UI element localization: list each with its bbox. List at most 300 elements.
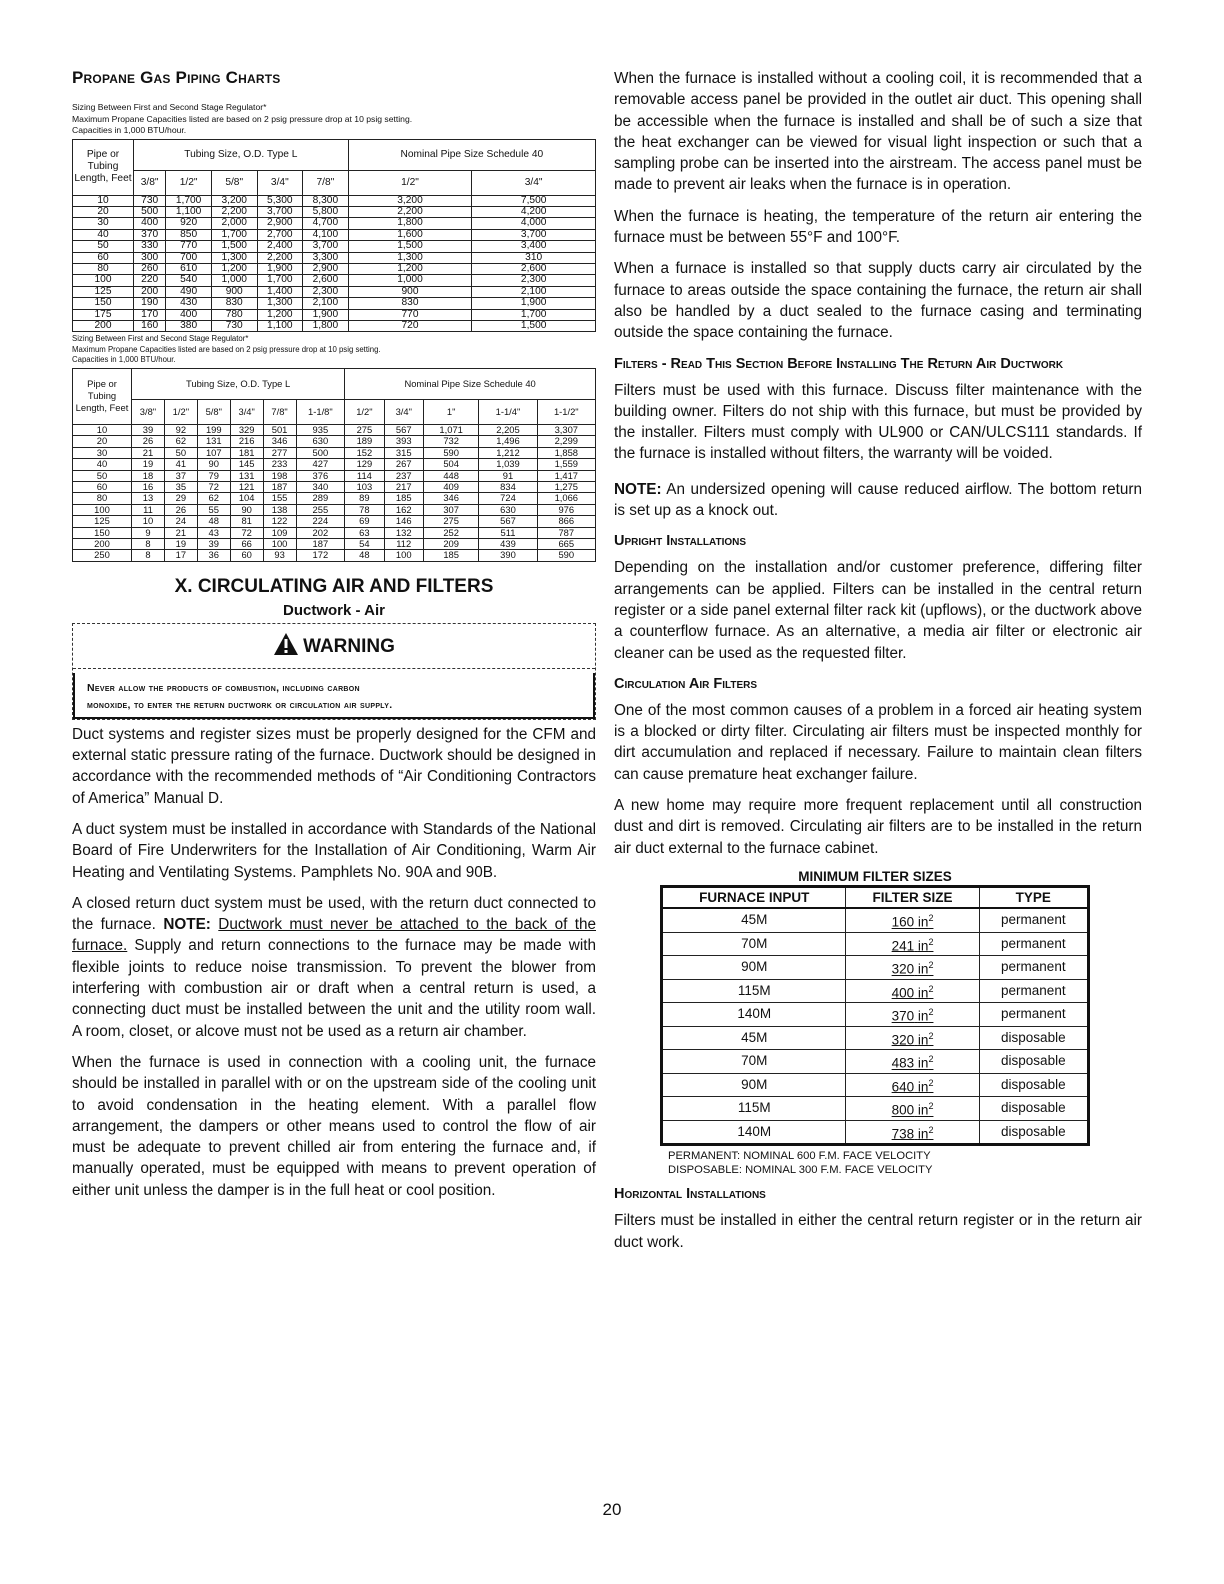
capacity-cell: 202	[296, 527, 345, 538]
type-header: TYPE	[979, 886, 1088, 908]
capacity-cell: 4,700	[303, 218, 349, 229]
table-row	[662, 956, 1089, 980]
warning-text	[73, 673, 595, 719]
capacity-cell: 700	[166, 252, 212, 263]
capacity-cell: 787	[537, 527, 595, 538]
capacity-cell: 62	[197, 493, 230, 504]
capacity-cell: 330	[134, 241, 166, 252]
capacity-cell: 93	[263, 550, 296, 561]
filter-size-value: 370	[891, 1008, 915, 1024]
capacity-cell: 63	[345, 527, 384, 538]
tubing-size-header: 7/8"	[303, 170, 349, 195]
capacity-cell: 511	[479, 527, 537, 538]
tubing-size-header: 3/4"	[257, 170, 303, 195]
table-row	[73, 516, 596, 527]
capacity-cell: 610	[166, 263, 212, 274]
table-row	[662, 932, 1089, 956]
capacity-cell: 900	[211, 286, 257, 297]
note-label: NOTE:	[163, 916, 211, 934]
capacity-cell: 100	[384, 550, 423, 561]
capacity-cell: 3,300	[303, 252, 349, 263]
capacity-cell: 220	[134, 275, 166, 286]
table-row	[73, 252, 596, 263]
tubing-group-header: Tubing Size, O.D. Type L	[134, 139, 349, 170]
capacity-cell: 190	[134, 298, 166, 309]
capacity-cell: 1,300	[257, 298, 303, 309]
standards-paragraph: A duct system must be installed in accordance with Standards of the National Board of Fire Underwriters for the Installation of Air Conditioning, Warm Air Heating and Ventilating Systems. Pamphlets No. 90A and 90B.	[72, 820, 596, 881]
capacity-cell: 1,100	[257, 320, 303, 331]
capacity-cell: 500	[134, 206, 166, 217]
capacity-cell: 1,071	[423, 424, 478, 435]
filter-type-cell: disposable	[979, 1097, 1088, 1121]
capacity-cell: 2,200	[348, 206, 472, 217]
capacity-cell: 1,559	[537, 459, 595, 470]
capacity-cell: 29	[164, 493, 197, 504]
capacity-cell: 448	[423, 470, 478, 481]
table-row	[662, 1120, 1089, 1145]
filters-heading: Filters - Read This Section Before Installing The Return Air Ductwork	[614, 355, 1064, 372]
capacity-cell: 307	[423, 504, 478, 515]
capacity-cell: 732	[423, 436, 478, 447]
unit-exponent: 2	[928, 936, 934, 947]
filter-type-cell: disposable	[979, 1050, 1088, 1074]
capacity-cell: 2,300	[303, 286, 349, 297]
capacity-cell: 1,700	[166, 195, 212, 206]
capacity-cell: 9	[132, 527, 165, 538]
capacity-cell: 50	[164, 447, 197, 458]
capacity-cell: 346	[423, 493, 478, 504]
capacity-cell: 10	[132, 516, 165, 527]
furnace-input-header: FURNACE INPUT	[662, 886, 846, 908]
horizontal-heading: Horizontal Installations	[614, 1186, 766, 1203]
capacity-cell: 132	[384, 527, 423, 538]
filter-size-cell	[846, 1003, 979, 1027]
capacity-cell: 850	[166, 229, 212, 240]
note-text: An undersized opening will cause reduced airflow. The bottom return is set up as a knock out.	[614, 480, 1142, 520]
table-row	[73, 481, 596, 492]
pipe-size-header: 1-1/4"	[479, 399, 537, 424]
filter-type-cell: permanent	[979, 979, 1088, 1003]
capacity-cell: 1,200	[211, 263, 257, 274]
capacity-cell: 500	[296, 447, 345, 458]
table1-note: Maximum Propane Capacities listed are based on 2 psig pressure drop at 10 psig setting.	[72, 113, 413, 124]
capacity-cell: 100	[263, 538, 296, 549]
capacity-cell: 5,800	[303, 206, 349, 217]
capacity-cell: 920	[166, 218, 212, 229]
capacity-cell: 3,200	[211, 195, 257, 206]
capacity-cell: 1,700	[211, 229, 257, 240]
furnace-input-cell: 45M	[662, 1026, 846, 1050]
supply-ducts-paragraph: When a furnace is installed so that supply ducts carry air circulated by the furnace to areas outside the space containing the furnace, the return air shall also be handled by a duct sealed to the furnace casing and terminating outside the space containing the furnace.	[614, 260, 1142, 342]
table-row	[73, 241, 596, 252]
capacity-cell: 720	[348, 320, 472, 331]
capacity-cell: 35	[164, 481, 197, 492]
filter-size-unit: in	[917, 914, 929, 930]
filter-note: DISPOSABLE: NOMINAL 300 F.M. FACE VELOCITY	[668, 1164, 933, 1177]
filter-size-value: 320	[891, 1032, 915, 1048]
length-cell: 200	[73, 320, 134, 331]
capacity-cell: 439	[479, 538, 537, 549]
capacity-cell: 1,000	[211, 275, 257, 286]
capacity-cell: 199	[197, 424, 230, 435]
capacity-cell: 185	[423, 550, 478, 561]
capacity-cell: 129	[345, 459, 384, 470]
page-number: 20	[602, 1500, 622, 1519]
warning-triangle-icon	[273, 632, 299, 662]
capacity-cell: 590	[423, 447, 478, 458]
length-cell: 125	[73, 286, 134, 297]
capacity-cell: 48	[197, 516, 230, 527]
capacity-cell: 2,100	[472, 286, 596, 297]
table-row	[73, 459, 596, 470]
unit-exponent: 2	[928, 1007, 934, 1018]
capacity-cell: 2,900	[257, 218, 303, 229]
table-row	[73, 195, 596, 206]
capacity-cell: 2,205	[479, 424, 537, 435]
table1-note: Sizing Between First and Second Stage Regulator*	[72, 102, 267, 112]
capacity-cell: 198	[263, 470, 296, 481]
capacity-cell: 224	[296, 516, 345, 527]
paragraph-text: A closed return duct system must be used, with the return duct connected to the furnace.	[72, 894, 596, 934]
capacity-cell: 2,700	[257, 229, 303, 240]
furnace-input-cell: 115M	[662, 1097, 846, 1121]
capacity-cell: 4,100	[303, 229, 349, 240]
tubing-size-header: 1/2"	[164, 399, 197, 424]
capacity-cell: 13	[132, 493, 165, 504]
capacity-cell: 340	[296, 481, 345, 492]
capacity-cell: 770	[348, 309, 472, 320]
capacity-cell: 1,700	[472, 309, 596, 320]
capacity-cell: 1,200	[257, 309, 303, 320]
table-row	[73, 550, 596, 561]
capacity-cell: 275	[345, 424, 384, 435]
capacity-cell: 2,200	[257, 252, 303, 263]
tubing-size-header: 7/8"	[263, 399, 296, 424]
propane-heading: Propane Gas Piping Charts	[72, 68, 281, 87]
table-row	[662, 1003, 1089, 1027]
length-cell: 200	[73, 538, 132, 549]
tubing-size-header: 5/8"	[197, 399, 230, 424]
filter-table-title: MINIMUM FILTER SIZES	[798, 868, 952, 884]
table-row	[73, 309, 596, 320]
upright-paragraph: Depending on the installation and/or customer preference, differing filter arrangements can be applied. Filters can be installed in the central return register or a side panel external filter rack kit (upflows), or the ductwork above a counterflow furnace. As an alternative, a media air filter or electronic air cleaner can be used as the requested filter.	[614, 559, 1142, 662]
capacity-cell: 200	[134, 286, 166, 297]
capacity-cell: 540	[166, 275, 212, 286]
capacity-cell: 187	[296, 538, 345, 549]
tubing-size-header: 3/8"	[134, 170, 166, 195]
capacity-cell: 91	[479, 470, 537, 481]
underlined-note: Ductwork must never be attached to the back of the furnace.	[72, 916, 596, 955]
capacity-cell: 665	[537, 538, 595, 549]
length-cell: 40	[73, 229, 134, 240]
table-row	[73, 436, 596, 447]
capacity-cell: 187	[263, 481, 296, 492]
capacity-cell: 16	[132, 481, 165, 492]
filter-size-unit: in	[917, 1126, 929, 1142]
table-row	[73, 320, 596, 331]
capacity-cell: 209	[423, 538, 478, 549]
paragraph-text: Supply and return connections to the furnace may be made with flexible joints to reduce noise transmission. To prevent the blower from interfering with combustion air or draft when a central return is used, a connecting duct must be installed between the unit and the utility room wall. A room, closet, or alcove must not be used as a return air chamber.	[72, 937, 596, 1040]
filter-type-cell: permanent	[979, 956, 1088, 980]
unit-exponent: 2	[928, 1101, 934, 1112]
capacity-cell: 1,500	[211, 241, 257, 252]
capacity-cell: 172	[296, 550, 345, 561]
capacity-cell: 277	[263, 447, 296, 458]
filter-size-cell	[846, 1050, 979, 1074]
capacity-cell: 145	[230, 459, 263, 470]
capacity-cell: 267	[384, 459, 423, 470]
pipe-size-header: 1"	[423, 399, 478, 424]
capacity-cell: 107	[197, 447, 230, 458]
table-row	[73, 527, 596, 538]
capacity-cell: 1,858	[537, 447, 595, 458]
capacity-cell: 24	[164, 516, 197, 527]
table-row	[73, 229, 596, 240]
capacity-cell: 131	[230, 470, 263, 481]
capacity-cell: 1,600	[348, 229, 472, 240]
warning-line: monoxide, to enter the return ductwork or circulation air supply.	[87, 698, 393, 711]
filter-type-cell: permanent	[979, 1003, 1088, 1027]
filter-size-cell	[846, 1026, 979, 1050]
left-column	[72, 68, 596, 1211]
circulation-heading: Circulation Air Filters	[614, 675, 758, 692]
capacity-cell: 39	[197, 538, 230, 549]
capacity-cell: 7,500	[472, 195, 596, 206]
furnace-input-cell: 140M	[662, 1003, 846, 1027]
capacity-cell: 2,400	[257, 241, 303, 252]
warning-line: Never allow the products of combustion, including carbon	[87, 681, 360, 694]
capacity-cell: 567	[384, 424, 423, 435]
capacity-cell: 69	[345, 516, 384, 527]
capacity-cell: 72	[230, 527, 263, 538]
capacity-cell: 1,066	[537, 493, 595, 504]
capacity-cell: 2,299	[537, 436, 595, 447]
capacity-cell: 189	[345, 436, 384, 447]
capacity-cell: 39	[132, 424, 165, 435]
filter-type-cell: disposable	[979, 1026, 1088, 1050]
pipe-size-header: 1-1/2"	[537, 399, 595, 424]
capacity-cell: 1,000	[348, 275, 472, 286]
filter-size-value: 400	[891, 985, 915, 1001]
capacity-cell: 121	[230, 481, 263, 492]
length-cell: 30	[73, 218, 134, 229]
table-row	[662, 908, 1089, 932]
length-header: Pipe or Tubing Length, Feet	[73, 368, 132, 424]
tubing-size-header: 1-1/8"	[296, 399, 345, 424]
capacity-cell: 21	[164, 527, 197, 538]
capacity-cell: 233	[263, 459, 296, 470]
length-cell: 150	[73, 298, 134, 309]
cooling-unit-paragraph: When the furnace is used in connection with a cooling unit, the furnace should be installed in parallel with or on the upstream side of the cooling unit to avoid condensation in the heating element. With a parallel flow arrangement, the dampers or other means used to control the flow of air must be adequate to prevent chilled air from entering the furnace and, if manually operated, must be equipped with means to prevent operation of either unit unless the damper is in the full heat or cool position.	[72, 1053, 596, 1199]
length-cell: 40	[73, 459, 132, 470]
subsection-title: Ductwork - Air	[283, 601, 385, 619]
circulation-paragraph-2: A new home may require more frequent replacement until all construction dust and dirt is removed. Circulating air filters are to be installed in the return air duct external to the furnace cabinet.	[614, 797, 1142, 857]
capacity-cell: 830	[348, 298, 472, 309]
table-row	[73, 424, 596, 435]
filter-type-cell: disposable	[979, 1073, 1088, 1097]
unit-exponent: 2	[928, 913, 934, 924]
horizontal-paragraph: Filters must be installed in either the central return register or in the return air duct work.	[614, 1212, 1142, 1251]
capacity-cell: 138	[263, 504, 296, 515]
table2-note: Capacities in 1,000 BTU/hour.	[72, 355, 176, 365]
capacity-cell: 329	[230, 424, 263, 435]
table1-note: Capacities in 1,000 BTU/hour.	[72, 125, 187, 135]
pipe-size-header: 3/4"	[384, 399, 423, 424]
capacity-cell: 217	[384, 481, 423, 492]
capacity-cell: 19	[164, 538, 197, 549]
capacity-cell: 501	[263, 424, 296, 435]
length-cell: 80	[73, 493, 132, 504]
capacity-cell: 504	[423, 459, 478, 470]
capacity-cell: 376	[296, 470, 345, 481]
filter-size-unit: in	[917, 1055, 929, 1071]
undersized-note	[614, 479, 1142, 522]
filter-size-value: 800	[891, 1102, 915, 1118]
capacity-cell: 935	[296, 424, 345, 435]
capacity-cell: 72	[197, 481, 230, 492]
capacity-cell: 109	[263, 527, 296, 538]
capacity-cell: 48	[345, 550, 384, 561]
capacity-cell: 90	[197, 459, 230, 470]
capacity-cell: 409	[423, 481, 478, 492]
capacity-cell: 92	[164, 424, 197, 435]
length-cell: 60	[73, 481, 132, 492]
table-row	[73, 286, 596, 297]
capacity-cell: 1,417	[537, 470, 595, 481]
capacity-cell: 2,000	[211, 218, 257, 229]
tubing-size-header: 3/8"	[132, 399, 165, 424]
length-cell: 125	[73, 516, 132, 527]
filter-size-unit: in	[917, 1102, 929, 1118]
capacity-cell: 2,100	[303, 298, 349, 309]
capacity-cell: 1,300	[211, 252, 257, 263]
table-row	[73, 538, 596, 549]
capacity-cell: 1,800	[303, 320, 349, 331]
length-header: Pipe or Tubing Length, Feet	[73, 139, 134, 195]
capacity-cell: 1,500	[348, 241, 472, 252]
capacity-cell: 170	[134, 309, 166, 320]
right-column	[614, 68, 1142, 1263]
filter-size-unit: in	[917, 1032, 929, 1048]
capacity-cell: 5,300	[257, 195, 303, 206]
capacity-cell: 1,900	[257, 263, 303, 274]
table-row	[662, 1026, 1089, 1050]
capacity-cell: 1,900	[303, 309, 349, 320]
table-row	[73, 493, 596, 504]
furnace-input-cell: 45M	[662, 908, 846, 932]
table-row	[73, 470, 596, 481]
capacity-cell: 834	[479, 481, 537, 492]
capacity-cell: 866	[537, 516, 595, 527]
unit-exponent: 2	[928, 983, 934, 994]
filter-size-table	[660, 885, 1090, 1146]
table-row	[73, 275, 596, 286]
capacity-cell: 2,900	[303, 263, 349, 274]
unit-exponent: 2	[928, 960, 934, 971]
filter-size-unit: in	[917, 985, 929, 1001]
capacity-cell: 427	[296, 459, 345, 470]
length-cell: 60	[73, 252, 134, 263]
capacity-cell: 3,400	[472, 241, 596, 252]
tubing-size-header: 3/4"	[230, 399, 263, 424]
filter-size-cell	[846, 979, 979, 1003]
filter-type-cell: permanent	[979, 932, 1088, 956]
capacity-cell: 19	[132, 459, 165, 470]
filter-size-value: 640	[891, 1079, 915, 1095]
capacity-cell: 160	[134, 320, 166, 331]
length-cell: 50	[73, 470, 132, 481]
length-cell: 80	[73, 263, 134, 274]
filter-size-cell	[846, 1073, 979, 1097]
warning-header	[73, 624, 595, 669]
table-row	[662, 979, 1089, 1003]
capacity-cell: 122	[263, 516, 296, 527]
capacity-cell: 216	[230, 436, 263, 447]
filter-size-value: 160	[891, 914, 915, 930]
capacity-cell: 400	[134, 218, 166, 229]
capacity-cell: 112	[384, 538, 423, 549]
length-cell: 20	[73, 436, 132, 447]
capacity-cell: 380	[166, 320, 212, 331]
capacity-cell: 730	[211, 320, 257, 331]
capacity-cell: 78	[345, 504, 384, 515]
capacity-cell: 2,600	[472, 263, 596, 274]
length-cell: 250	[73, 550, 132, 561]
capacity-cell: 900	[348, 286, 472, 297]
capacity-cell: 3,700	[303, 241, 349, 252]
capacity-cell: 2,200	[211, 206, 257, 217]
capacity-cell: 275	[423, 516, 478, 527]
filter-note: PERMANENT: NOMINAL 600 F.M. FACE VELOCITY	[668, 1150, 931, 1163]
length-cell: 150	[73, 527, 132, 538]
capacity-cell: 393	[384, 436, 423, 447]
pipe-size-header: 1/2"	[345, 399, 384, 424]
capacity-cell: 730	[134, 195, 166, 206]
capacity-cell: 724	[479, 493, 537, 504]
capacity-cell: 310	[472, 252, 596, 263]
table-row	[73, 206, 596, 217]
table-row	[662, 1073, 1089, 1097]
furnace-input-cell: 140M	[662, 1120, 846, 1145]
filter-size-unit: in	[917, 1008, 929, 1024]
table-row	[73, 504, 596, 515]
pipe-size-header: 3/4"	[472, 170, 596, 195]
capacity-cell: 590	[537, 550, 595, 561]
capacity-cell: 630	[296, 436, 345, 447]
unit-exponent: 2	[928, 1030, 934, 1041]
capacity-cell: 1,900	[472, 298, 596, 309]
length-cell: 175	[73, 309, 134, 320]
capacity-cell: 1,100	[166, 206, 212, 217]
capacity-cell: 1,700	[257, 275, 303, 286]
table2-notes	[72, 334, 596, 366]
capacity-cell: 1,039	[479, 459, 537, 470]
filter-size-cell	[846, 956, 979, 980]
filter-size-value: 483	[891, 1055, 915, 1071]
length-cell: 10	[73, 195, 134, 206]
capacity-cell: 4,000	[472, 218, 596, 229]
furnace-input-cell: 115M	[662, 979, 846, 1003]
capacity-cell: 1,400	[257, 286, 303, 297]
capacity-cell: 181	[230, 447, 263, 458]
capacity-cell: 11	[132, 504, 165, 515]
pipe-group-header: Nominal Pipe Size Schedule 40	[345, 368, 596, 399]
closed-return-paragraph	[72, 893, 596, 1042]
unit-exponent: 2	[928, 1054, 934, 1065]
pipe-size-header: 1/2"	[348, 170, 472, 195]
capacity-cell: 567	[479, 516, 537, 527]
filters-paragraph: Filters must be used with this furnace. Discuss filter maintenance with the building owner. Filters do not ship with this furnace, but must be provided by the installer. Filters must comply with UL900 or CAN/ULCS111 standards. If the furnace is installed without filters, the warranty will be voided.	[614, 381, 1142, 463]
